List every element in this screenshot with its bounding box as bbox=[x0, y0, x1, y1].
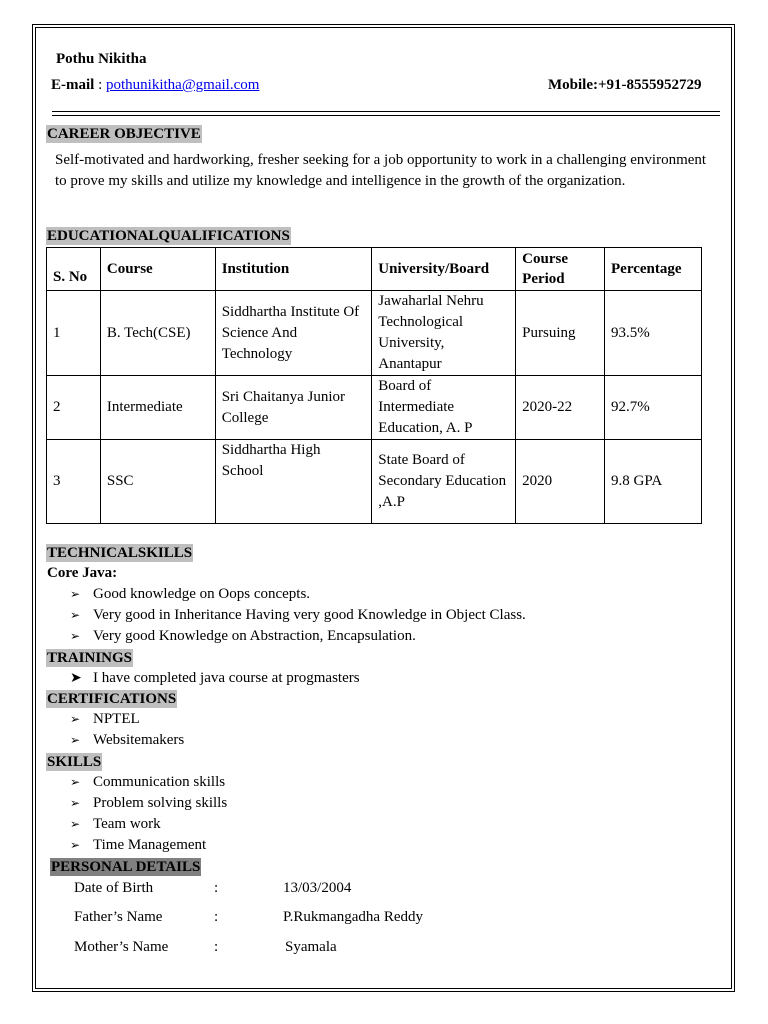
skills-heading: SKILLS bbox=[47, 754, 102, 770]
header-divider-top bbox=[52, 111, 720, 112]
arrowhead-bullet-icon: ➢ bbox=[70, 629, 81, 643]
list-item bbox=[70, 814, 227, 835]
list-item bbox=[70, 605, 526, 626]
cell-university: Jawaharlal Nehru Technological University, Anantapur bbox=[372, 291, 516, 376]
arrowhead-bullet-icon: ➤ bbox=[70, 671, 82, 686]
arrowhead-bullet-icon: ➢ bbox=[70, 712, 81, 726]
core-java-list bbox=[70, 584, 526, 647]
father-name-value: P.Rukmangadha Reddy bbox=[283, 909, 423, 925]
cell-period: 2020-22 bbox=[516, 376, 605, 440]
list-item-text: Websitemakers bbox=[93, 732, 185, 748]
father-name-colon: : bbox=[214, 909, 219, 925]
trainings-list bbox=[70, 668, 360, 689]
father-name-label: Father’s Name bbox=[74, 909, 163, 925]
list-item-text: Time Management bbox=[93, 837, 207, 853]
certifications-list bbox=[70, 709, 184, 751]
cell-university: State Board of Secondary Education ,A.P bbox=[372, 440, 516, 524]
cell-period: Pursuing bbox=[516, 291, 605, 376]
column-header: Percentage bbox=[605, 248, 702, 291]
column-header: Institution bbox=[215, 248, 372, 291]
header-divider-bottom bbox=[52, 115, 720, 116]
cell-period: 2020 bbox=[516, 440, 605, 524]
column-header: University/Board bbox=[372, 248, 516, 291]
technical-skills-heading: TECHNICALSKILLS bbox=[47, 545, 193, 561]
cell-sno: 1 bbox=[47, 291, 101, 376]
candidate-name: Pothu Nikitha bbox=[56, 51, 147, 67]
list-item bbox=[70, 668, 360, 689]
table-row bbox=[47, 291, 702, 376]
list-item bbox=[70, 835, 227, 856]
list-item-text: I have completed java course at progmasters bbox=[93, 670, 360, 686]
email-line bbox=[51, 77, 259, 94]
list-item-text: Team work bbox=[93, 816, 161, 832]
list-item-text: NPTEL bbox=[93, 711, 140, 727]
skills-list bbox=[70, 772, 227, 856]
column-header: S. No bbox=[47, 248, 101, 291]
dob-value: 13/03/2004 bbox=[283, 880, 352, 896]
list-item-text: Communication skills bbox=[93, 774, 226, 790]
cell-sno: 2 bbox=[47, 376, 101, 440]
core-java-subheading: Core Java: bbox=[47, 565, 118, 581]
cell-percentage: 9.8 GPA bbox=[605, 440, 702, 524]
dob-colon: : bbox=[214, 880, 219, 896]
list-item-text: Very good Knowledge on Abstraction, Encapsulation. bbox=[93, 628, 416, 644]
cell-institution: Siddhartha Institute Of Science And Technology bbox=[215, 291, 372, 376]
cell-university: Board of Intermediate Education, A. P bbox=[372, 376, 516, 440]
column-header: Course Period bbox=[516, 248, 605, 291]
dob-label: Date of Birth bbox=[74, 880, 154, 896]
education-table bbox=[46, 247, 702, 524]
arrowhead-bullet-icon: ➢ bbox=[70, 838, 81, 852]
cell-institution: Sri Chaitanya Junior College bbox=[215, 376, 372, 440]
cell-course: B. Tech(CSE) bbox=[100, 291, 215, 376]
arrowhead-bullet-icon: ➢ bbox=[70, 608, 81, 622]
column-header: Course bbox=[100, 248, 215, 291]
cell-percentage: 93.5% bbox=[605, 291, 702, 376]
cell-course: SSC bbox=[100, 440, 215, 524]
list-item bbox=[70, 730, 184, 751]
list-item bbox=[70, 584, 526, 605]
arrowhead-bullet-icon: ➢ bbox=[70, 817, 81, 831]
mother-name-value: Syamala bbox=[285, 939, 337, 955]
trainings-heading: TRAININGS bbox=[47, 650, 133, 666]
list-item bbox=[70, 772, 227, 793]
table-row bbox=[47, 376, 702, 440]
list-item-text: Problem solving skills bbox=[93, 795, 228, 811]
list-item bbox=[70, 709, 184, 730]
mother-name-colon: : bbox=[214, 939, 219, 955]
career-objective-heading: CAREER OBJECTIVE bbox=[47, 126, 201, 142]
list-item bbox=[70, 626, 526, 647]
arrowhead-bullet-icon: ➢ bbox=[70, 733, 81, 747]
arrowhead-bullet-icon: ➢ bbox=[70, 796, 81, 810]
education-heading: EDUCATIONALQUALIFICATIONS bbox=[47, 228, 290, 244]
mother-name-label: Mother’s Name bbox=[74, 939, 169, 955]
email-link[interactable]: pothunikitha@gmail.com bbox=[106, 77, 260, 93]
list-item bbox=[70, 793, 227, 814]
cell-course: Intermediate bbox=[100, 376, 215, 440]
email-separator: : bbox=[94, 77, 107, 93]
email-label: E-mail bbox=[51, 77, 95, 93]
cell-percentage: 92.7% bbox=[605, 376, 702, 440]
certifications-heading: CERTIFICATIONS bbox=[47, 691, 177, 707]
arrowhead-bullet-icon: ➢ bbox=[70, 775, 81, 789]
personal-details-heading: PERSONAL DETAILS bbox=[51, 859, 201, 875]
career-objective-text: Self-motivated and hardworking, fresher seeking for a job opportunity to work in a challenging environment to prove my skills and utilize my knowledge and intelligence in the growth of the organization. bbox=[55, 152, 707, 189]
table-header-row bbox=[47, 248, 702, 291]
table-row bbox=[47, 440, 702, 524]
arrowhead-bullet-icon: ➢ bbox=[70, 587, 81, 601]
cell-sno: 3 bbox=[47, 440, 101, 524]
list-item-text: Very good in Inheritance Having very good Knowledge in Object Class. bbox=[93, 607, 526, 623]
list-item-text: Good knowledge on Oops concepts. bbox=[93, 586, 311, 602]
cell-institution: Siddhartha High School bbox=[215, 440, 372, 524]
mobile-number: Mobile:+91-8555952729 bbox=[548, 77, 702, 93]
